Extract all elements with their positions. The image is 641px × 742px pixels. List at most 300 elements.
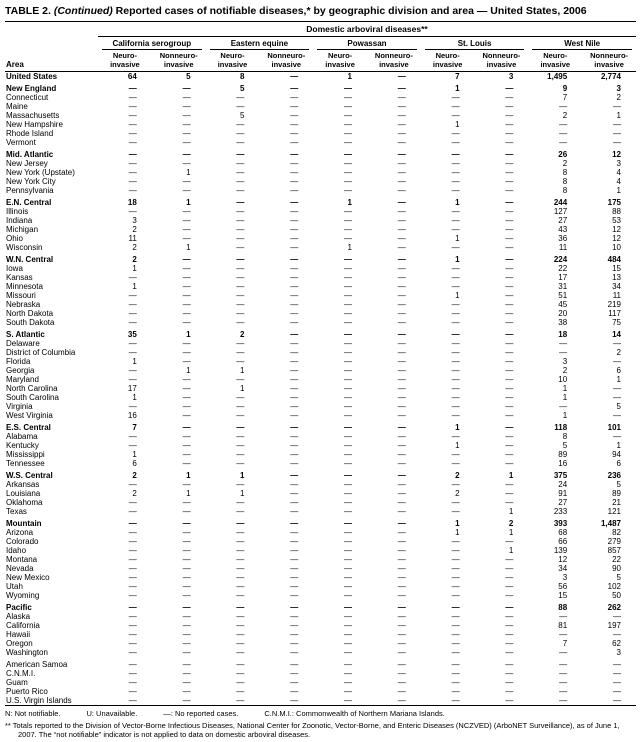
value-cell: 12 [612, 150, 621, 159]
value-cell: — [451, 630, 460, 639]
value-cell: — [397, 168, 406, 177]
value-cell: — [613, 384, 621, 393]
value-cell: — [343, 423, 352, 432]
value-cell: — [397, 138, 406, 147]
value-cell: — [505, 177, 514, 186]
value-cell: — [343, 564, 352, 573]
value-cell: — [343, 528, 352, 537]
value-cell: — [451, 264, 460, 273]
value-cell: — [397, 72, 406, 81]
value-cell: — [236, 564, 245, 573]
value-cell: — [236, 669, 245, 678]
value-cell: — [397, 93, 406, 102]
value-cell: — [290, 546, 299, 555]
area-label: New Mexico [6, 573, 50, 582]
value-cell: 34 [558, 564, 568, 573]
area-label: Alabama [6, 432, 38, 441]
value-cell: — [451, 480, 460, 489]
value-cell: — [343, 264, 352, 273]
value-cell: — [505, 696, 514, 705]
value-cell: — [505, 339, 514, 348]
area-label: Minnesota [6, 282, 43, 291]
value-cell: 1 [132, 282, 137, 291]
area-label: Pacific [6, 603, 32, 612]
value-cell: — [343, 498, 352, 507]
value-cell: 857 [607, 546, 621, 555]
value-cell: — [182, 621, 191, 630]
value-cell: — [128, 687, 137, 696]
value-cell: — [236, 255, 245, 264]
value-cell: 3 [562, 357, 568, 366]
value-cell: — [505, 234, 514, 243]
value-cell: — [397, 198, 406, 207]
value-cell: — [236, 630, 245, 639]
area-label: New York (Upstate) [6, 168, 75, 177]
value-cell: — [236, 273, 245, 282]
value-cell: 36 [558, 234, 568, 243]
area-label: New Hampshire [6, 120, 63, 129]
table-row [5, 630, 636, 639]
value-cell: — [343, 234, 352, 243]
value-cell: — [397, 660, 406, 669]
value-cell: — [290, 177, 299, 186]
area-label: Massachusetts [6, 111, 60, 120]
value-cell: 89 [558, 450, 568, 459]
value-cell: — [505, 639, 514, 648]
value-cell: — [397, 129, 406, 138]
area-label: Vermont [6, 138, 36, 147]
value-cell: — [182, 573, 191, 582]
value-cell: — [236, 318, 245, 327]
area-label: Alaska [6, 612, 31, 621]
value-cell: — [451, 243, 460, 252]
value-cell: — [613, 660, 621, 669]
value-cell: — [505, 300, 514, 309]
value-cell: — [128, 432, 137, 441]
value-cell: — [182, 519, 191, 528]
value-cell: 62 [612, 639, 621, 648]
value-cell: — [343, 546, 352, 555]
area-label: Ohio [6, 234, 23, 243]
column-group-st-louis [421, 37, 529, 51]
value-cell: 50 [612, 591, 621, 600]
area-label: Idaho [6, 546, 27, 555]
value-cell: — [451, 639, 460, 648]
area-label: Virginia [6, 402, 33, 411]
value-cell: 4 [616, 168, 621, 177]
value-cell: — [613, 120, 621, 129]
area-label: Montana [6, 555, 38, 564]
value-cell: 1 [455, 291, 460, 300]
value-cell: — [236, 129, 245, 138]
value-cell: 139 [553, 546, 568, 555]
value-cell: — [505, 282, 514, 291]
value-cell: — [451, 207, 460, 216]
value-cell: 1 [132, 264, 137, 273]
value-cell: — [236, 264, 245, 273]
value-cell: — [182, 120, 191, 129]
area-label: Tennessee [6, 459, 45, 468]
value-cell: 5 [616, 480, 621, 489]
value-cell: — [290, 489, 299, 498]
value-cell: — [290, 441, 299, 450]
value-cell: — [290, 309, 299, 318]
value-cell: — [505, 603, 514, 612]
value-cell: — [290, 459, 299, 468]
value-cell: 1 [455, 198, 460, 207]
value-cell: — [236, 309, 245, 318]
value-cell: 1 [239, 366, 245, 375]
value-cell: — [505, 573, 514, 582]
value-cell: — [613, 678, 621, 687]
value-cell: — [397, 459, 406, 468]
value-cell: — [182, 582, 191, 591]
value-cell: 8 [239, 72, 245, 81]
value-cell: — [182, 393, 191, 402]
value-cell: — [397, 555, 406, 564]
value-cell: — [505, 423, 514, 432]
value-cell: — [290, 357, 299, 366]
value-cell: 127 [553, 207, 568, 216]
value-cell: — [559, 648, 568, 657]
area-label: Utah [6, 582, 23, 591]
value-cell: — [182, 150, 191, 159]
area-label: Delaware [6, 339, 40, 348]
table-row [5, 282, 636, 291]
area-label: Indiana [6, 216, 33, 225]
value-cell: — [290, 669, 299, 678]
value-cell: — [128, 612, 137, 621]
value-cell: — [128, 564, 137, 573]
area-label: Arkansas [6, 480, 40, 489]
value-cell: — [290, 687, 299, 696]
value-cell: — [128, 318, 137, 327]
value-cell: 1 [562, 411, 568, 420]
area-label: American Samoa [6, 660, 68, 669]
value-cell: — [397, 120, 406, 129]
value-cell: 20 [558, 309, 568, 318]
value-cell: — [182, 564, 191, 573]
column-group-label: Eastern equine [210, 39, 310, 50]
value-cell: — [505, 669, 514, 678]
value-cell: — [236, 357, 245, 366]
value-cell: — [343, 669, 352, 678]
value-cell: — [128, 669, 137, 678]
table-row [5, 450, 636, 459]
value-cell: — [397, 498, 406, 507]
value-cell: — [182, 138, 191, 147]
value-cell: 66 [558, 537, 568, 546]
value-cell: — [343, 450, 352, 459]
value-cell: 1 [132, 393, 137, 402]
value-cell: — [451, 669, 460, 678]
value-cell: 3 [616, 648, 621, 657]
value-cell: — [182, 291, 191, 300]
value-cell: — [505, 168, 514, 177]
value-cell: — [290, 423, 299, 432]
value-cell: — [505, 621, 514, 630]
value-cell: 89 [612, 489, 621, 498]
value-cell: — [505, 264, 514, 273]
column-group-california-serogroup [98, 37, 206, 51]
value-cell: 244 [553, 198, 568, 207]
value-cell: — [290, 216, 299, 225]
value-cell: — [343, 489, 352, 498]
value-cell: — [182, 111, 191, 120]
value-cell: — [236, 291, 245, 300]
area-label: E.S. Central [6, 423, 51, 432]
value-cell: — [613, 102, 621, 111]
table-row [5, 384, 636, 393]
table-row [5, 216, 636, 225]
value-cell: — [397, 519, 406, 528]
area-label: Rhode Island [6, 129, 54, 138]
subcolumn-label-nonneuroinvasive: Nonneuro- invasive [152, 50, 206, 72]
table-row [5, 669, 636, 678]
table-row [5, 537, 636, 546]
area-label: W.N. Central [6, 255, 54, 264]
area-label: United States [6, 72, 58, 81]
value-cell: 43 [558, 225, 568, 234]
table-row [5, 375, 636, 384]
footnote-totals [5, 721, 636, 739]
area-column-header-label: Area [6, 60, 24, 69]
value-cell: — [505, 687, 514, 696]
value-cell: — [451, 573, 460, 582]
subcolumn-label-neuroinvasive: Neuro- invasive [98, 50, 152, 72]
table-row [5, 72, 636, 82]
value-cell: 1 [132, 450, 137, 459]
value-cell: 1 [239, 489, 245, 498]
table-row [5, 111, 636, 120]
value-cell: — [290, 138, 299, 147]
value-cell: — [397, 441, 406, 450]
value-cell: — [343, 555, 352, 564]
value-cell: — [505, 678, 514, 687]
legend-item: C.N.M.I.: Commonwealth of Northern Mariana Islands. [264, 709, 445, 718]
value-cell: — [128, 630, 137, 639]
area-label: Hawaii [6, 630, 31, 639]
value-cell: 2 [239, 330, 245, 339]
table-row [5, 186, 636, 195]
value-cell: — [397, 384, 406, 393]
area-label: Iowa [6, 264, 23, 273]
subcolumn-label-neuroinvasive: Neuro- invasive [528, 50, 582, 72]
value-cell: 8 [562, 168, 568, 177]
value-cell: — [451, 384, 460, 393]
value-cell: — [451, 411, 460, 420]
column-group-eastern-equine [206, 37, 314, 51]
value-cell: — [128, 93, 137, 102]
area-label: Kansas [6, 273, 33, 282]
table-row [5, 546, 636, 555]
value-cell: 11 [128, 234, 137, 243]
footnote-marker: ** [5, 721, 11, 730]
value-cell: — [397, 243, 406, 252]
value-cell: — [397, 255, 406, 264]
value-cell: — [182, 339, 191, 348]
value-cell: — [290, 120, 299, 129]
value-cell: 1 [347, 243, 352, 252]
value-cell: — [343, 648, 352, 657]
value-cell: — [343, 102, 352, 111]
value-cell: — [505, 207, 514, 216]
table-row [5, 159, 636, 168]
value-cell: — [451, 555, 460, 564]
value-cell: — [613, 432, 621, 441]
value-cell: 21 [612, 498, 621, 507]
value-cell: — [451, 696, 460, 705]
table-row [5, 129, 636, 138]
value-cell: 102 [607, 582, 621, 591]
value-cell: — [505, 330, 514, 339]
value-cell: — [182, 498, 191, 507]
value-cell: — [236, 198, 245, 207]
area-label: New York City [6, 177, 56, 186]
value-cell: — [343, 384, 352, 393]
value-cell: 22 [558, 264, 568, 273]
value-cell: — [236, 411, 245, 420]
value-cell: — [128, 207, 137, 216]
value-cell: 5 [239, 111, 245, 120]
value-cell: — [236, 348, 245, 357]
value-cell: — [343, 507, 352, 516]
value-cell: — [505, 120, 514, 129]
area-label: Oklahoma [6, 498, 43, 507]
table-row [5, 411, 636, 420]
value-cell: — [290, 696, 299, 705]
value-cell: — [343, 273, 352, 282]
value-cell: 34 [612, 282, 621, 291]
value-cell: — [343, 630, 352, 639]
value-cell: — [182, 555, 191, 564]
value-cell: — [343, 138, 352, 147]
table-row [5, 471, 636, 480]
value-cell: — [505, 159, 514, 168]
value-cell: — [236, 150, 245, 159]
value-cell: — [505, 150, 514, 159]
value-cell: — [505, 186, 514, 195]
value-cell: — [343, 309, 352, 318]
value-cell: — [128, 168, 137, 177]
area-label: Maryland [6, 375, 39, 384]
value-cell: — [505, 309, 514, 318]
value-cell: — [559, 102, 568, 111]
value-cell: — [236, 393, 245, 402]
value-cell: — [290, 348, 299, 357]
value-cell: — [182, 255, 191, 264]
value-cell: — [451, 546, 460, 555]
value-cell: 1 [616, 111, 621, 120]
value-cell: — [343, 366, 352, 375]
value-cell: — [236, 402, 245, 411]
value-cell: — [182, 234, 191, 243]
value-cell: — [290, 186, 299, 195]
value-cell: — [451, 273, 460, 282]
value-cell: — [182, 273, 191, 282]
value-cell: — [128, 120, 137, 129]
value-cell: — [128, 573, 137, 582]
area-label: Nevada [6, 564, 34, 573]
table-row [5, 291, 636, 300]
table-header [5, 22, 636, 72]
value-cell: — [343, 330, 352, 339]
value-cell: — [128, 696, 137, 705]
area-label: South Dakota [6, 318, 55, 327]
value-cell: — [451, 225, 460, 234]
value-cell: — [236, 612, 245, 621]
value-cell: — [290, 93, 299, 102]
header-row-spanner [5, 22, 636, 37]
header-row-groups [5, 37, 636, 51]
value-cell: — [290, 519, 299, 528]
value-cell: — [128, 159, 137, 168]
table-row [5, 432, 636, 441]
value-cell: 1,495 [547, 72, 568, 81]
value-cell: — [397, 216, 406, 225]
value-cell: — [128, 648, 137, 657]
value-cell: — [343, 129, 352, 138]
legend-item: —: No reported cases. [163, 709, 239, 718]
area-label: Illinois [6, 207, 29, 216]
value-cell: 27 [558, 498, 568, 507]
table-row [5, 393, 636, 402]
value-cell: — [397, 375, 406, 384]
value-cell: — [397, 411, 406, 420]
value-cell: — [505, 393, 514, 402]
value-cell: — [182, 300, 191, 309]
table-row [5, 612, 636, 621]
value-cell: 279 [607, 537, 621, 546]
value-cell: — [182, 348, 191, 357]
table-body [5, 72, 636, 706]
value-cell: — [290, 471, 299, 480]
value-cell: — [451, 102, 460, 111]
value-cell: 1 [239, 471, 245, 480]
value-cell: — [236, 459, 245, 468]
value-cell: — [236, 678, 245, 687]
value-cell: 68 [558, 528, 568, 537]
table-row [5, 498, 636, 507]
table-row [5, 243, 636, 252]
value-cell: — [182, 159, 191, 168]
value-cell: 12 [558, 555, 568, 564]
value-cell: — [397, 291, 406, 300]
value-cell: 2 [132, 225, 137, 234]
value-cell: — [128, 507, 137, 516]
value-cell: — [451, 348, 460, 357]
table-row [5, 687, 636, 696]
value-cell: 8 [562, 186, 568, 195]
value-cell: — [451, 357, 460, 366]
value-cell: — [128, 519, 137, 528]
value-cell: — [397, 111, 406, 120]
area-label: North Dakota [6, 309, 54, 318]
value-cell: — [397, 528, 406, 537]
value-cell: — [236, 582, 245, 591]
table-row [5, 309, 636, 318]
value-cell: — [451, 582, 460, 591]
value-cell: 5 [562, 441, 568, 450]
value-cell: — [290, 591, 299, 600]
value-cell: 2,774 [600, 72, 621, 81]
value-cell: — [451, 93, 460, 102]
value-cell: — [290, 603, 299, 612]
value-cell: — [505, 357, 514, 366]
value-cell: — [613, 612, 621, 621]
value-cell: — [613, 696, 621, 705]
value-cell: 64 [127, 72, 137, 81]
